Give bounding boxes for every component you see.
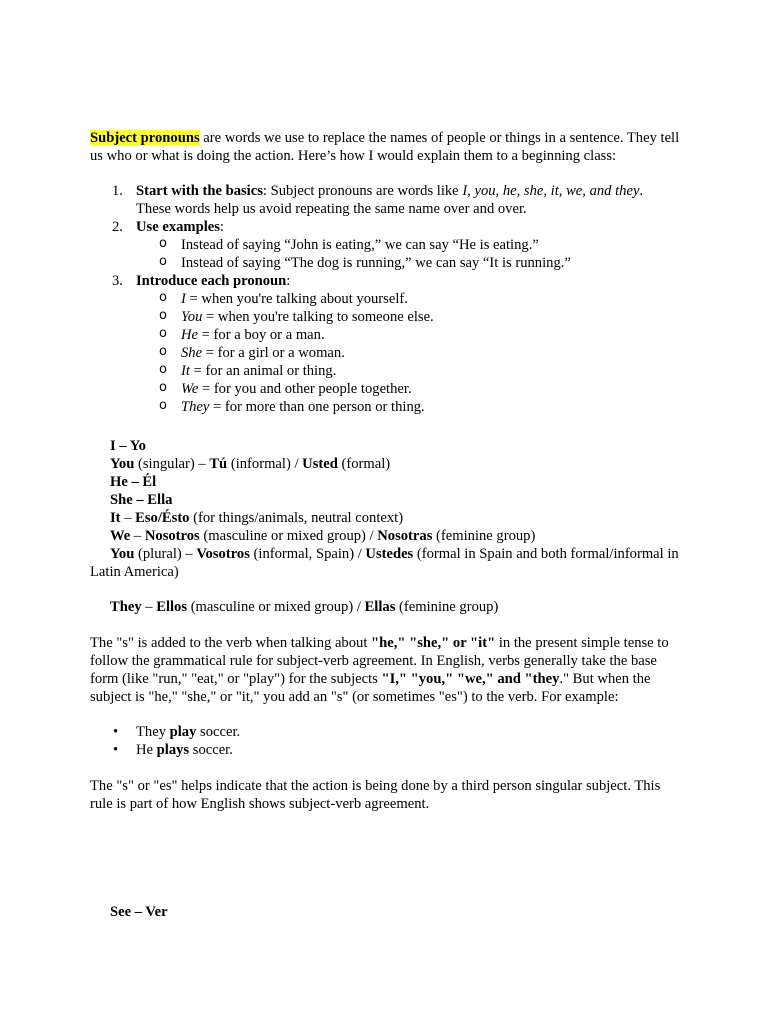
circle-bullet-icon: o — [159, 236, 167, 251]
list-item — [136, 308, 680, 326]
pronoun-sublist — [136, 290, 680, 416]
pronoun-word: It — [181, 363, 190, 379]
circle-bullet-icon: o — [159, 308, 167, 323]
spanish-term: Ustedes — [365, 546, 414, 562]
closing-paragraph: The "s" or "es" helps indicate that the action is being done by a third person singular subject. This rule is part of how English shows subject-verb agreement. — [90, 778, 661, 812]
english-term: They — [110, 599, 142, 615]
list-item — [136, 236, 680, 254]
example-list — [90, 723, 240, 759]
step-item-examples — [90, 218, 680, 272]
pronoun-meaning: = when you're talking to someone else. — [202, 309, 434, 325]
spanish-term: Nosotras — [377, 528, 433, 544]
translation-it — [90, 509, 680, 527]
translation-we — [90, 527, 680, 545]
pronoun-list: I, you, he, she, it, we, and they — [462, 183, 640, 199]
translation-she — [90, 491, 680, 509]
list-item — [136, 362, 680, 380]
translation-i — [90, 437, 680, 455]
bullet-icon: • — [113, 724, 119, 740]
example-sublist — [136, 236, 680, 272]
pronoun-meaning: = for you and other people together. — [198, 381, 412, 397]
dash: – — [120, 510, 136, 526]
note: (masculine or mixed group) / — [199, 528, 378, 544]
spanish-term: Ellas — [364, 599, 396, 615]
note: (formal in Spain and both formal/informal in Latin America) — [90, 546, 679, 580]
list-item — [90, 723, 240, 741]
verb-text: play — [169, 724, 197, 740]
pronoun-meaning: = for a girl or a woman. — [202, 345, 345, 361]
step-item-basics — [90, 182, 680, 218]
vocab-text: See – Ver — [110, 904, 168, 920]
circle-bullet-icon: o — [159, 398, 167, 413]
step-title: Introduce each pronoun — [136, 273, 287, 289]
example-text: He — [136, 742, 157, 758]
translation-they — [110, 598, 498, 616]
step-title: Use examples — [136, 219, 220, 235]
emphasis-text: "I," "you," "we," and "they — [381, 671, 560, 687]
pronoun-meaning: = for an animal or thing. — [189, 363, 337, 379]
steps-list — [90, 182, 680, 416]
english-term: You — [110, 546, 135, 562]
note: (masculine or mixed group) / — [187, 599, 365, 615]
note: (feminine group) — [395, 599, 499, 615]
note: (for things/animals, neutral context) — [189, 510, 404, 526]
translation-he — [90, 473, 680, 491]
translation-you-plural — [90, 545, 680, 581]
spanish-term: Tú — [209, 456, 228, 472]
note: (formal) — [337, 456, 391, 472]
example-text: soccer. — [189, 742, 233, 758]
pronoun-word: She — [181, 345, 203, 361]
list-item — [90, 741, 240, 759]
paragraph-text: The "s" is added to the verb when talking about — [90, 635, 372, 651]
vocab-see — [110, 903, 168, 921]
list-item — [136, 344, 680, 362]
paragraph-text: in the present simple tense to follow the grammatical rule for subject-verb agreement. In English, verbs generally take the base form (like "run," "eat," or "play") for the subjects — [90, 635, 669, 687]
pronoun-word: We — [181, 381, 199, 397]
spanish-term: Ellos — [156, 599, 188, 615]
circle-bullet-icon: o — [159, 254, 167, 269]
list-item — [136, 290, 680, 308]
english-term: You — [110, 456, 135, 472]
step-colon: : — [219, 219, 224, 235]
pronoun-word: I — [181, 291, 186, 307]
step-text: : Subject pronouns are words like — [262, 183, 463, 199]
example-text: They — [136, 724, 170, 740]
spanish-term: Eso/Ésto — [135, 510, 190, 526]
example-text: soccer. — [196, 724, 241, 740]
spanish-term: Usted — [302, 456, 338, 472]
explanation-paragraph — [90, 634, 680, 706]
circle-bullet-icon: o — [159, 362, 167, 377]
step-item-pronouns — [90, 272, 680, 416]
pronoun-word: They — [181, 399, 210, 415]
english-term: We — [110, 528, 131, 544]
pronoun-meaning: = when you're talking about yourself. — [185, 291, 408, 307]
step-number: 1. — [112, 183, 123, 199]
dash: – — [141, 599, 157, 615]
bullet-icon: • — [113, 742, 119, 758]
step-number: 2. — [112, 219, 123, 235]
note: (feminine group) — [432, 528, 536, 544]
note: (plural) – — [134, 546, 197, 562]
pronoun-word: He — [181, 327, 199, 343]
list-item — [136, 398, 680, 416]
pronoun-meaning: = for more than one person or thing. — [209, 399, 425, 415]
step-number: 3. — [112, 273, 123, 289]
pronoun-word: You — [181, 309, 203, 325]
circle-bullet-icon: o — [159, 326, 167, 341]
english-term: It — [110, 510, 121, 526]
step-title: Start with the basics — [136, 183, 263, 199]
verb-text: plays — [156, 742, 190, 758]
note: (singular) – — [134, 456, 210, 472]
translation-you-singular — [90, 455, 680, 473]
intro-paragraph — [90, 129, 680, 165]
spanish-term: Vosotros — [196, 546, 250, 562]
step-text: . These words help us avoid repeating the same name over and over. — [136, 183, 644, 217]
emphasis-text: "he," "she," or "it" — [371, 635, 496, 651]
example-text: Instead of saying “The dog is running,” we can say “It is running.” — [181, 255, 571, 271]
note: (informal) / — [227, 456, 303, 472]
circle-bullet-icon: o — [159, 290, 167, 305]
translation-text: He – Él — [110, 474, 157, 490]
spanish-term: Nosotros — [144, 528, 200, 544]
dash: – — [130, 528, 145, 544]
pronoun-meaning: = for a boy or a man. — [198, 327, 325, 343]
list-item — [136, 326, 680, 344]
intro-text: are words we use to replace the names of people or things in a sentence. They tell us who or what is doing the action. Here’s how I would explain them to a beginning class: — [90, 130, 680, 164]
circle-bullet-icon: o — [159, 380, 167, 395]
circle-bullet-icon: o — [159, 344, 167, 359]
list-item — [136, 380, 680, 398]
paragraph-text: ." But when the subject is "he," "she," or "it," you add an "s" (or sometimes "es") to the verb. For example: — [90, 671, 651, 705]
translation-block — [90, 437, 680, 581]
note: (informal, Spain) / — [249, 546, 366, 562]
list-item — [136, 254, 680, 272]
translation-text: I – Yo — [110, 438, 146, 454]
example-text: Instead of saying “John is eating,” we can say “He is eating.” — [181, 237, 539, 253]
step-colon: : — [286, 273, 291, 289]
highlighted-term: Subject pronouns — [90, 130, 200, 146]
translation-text: She – Ella — [110, 492, 173, 508]
